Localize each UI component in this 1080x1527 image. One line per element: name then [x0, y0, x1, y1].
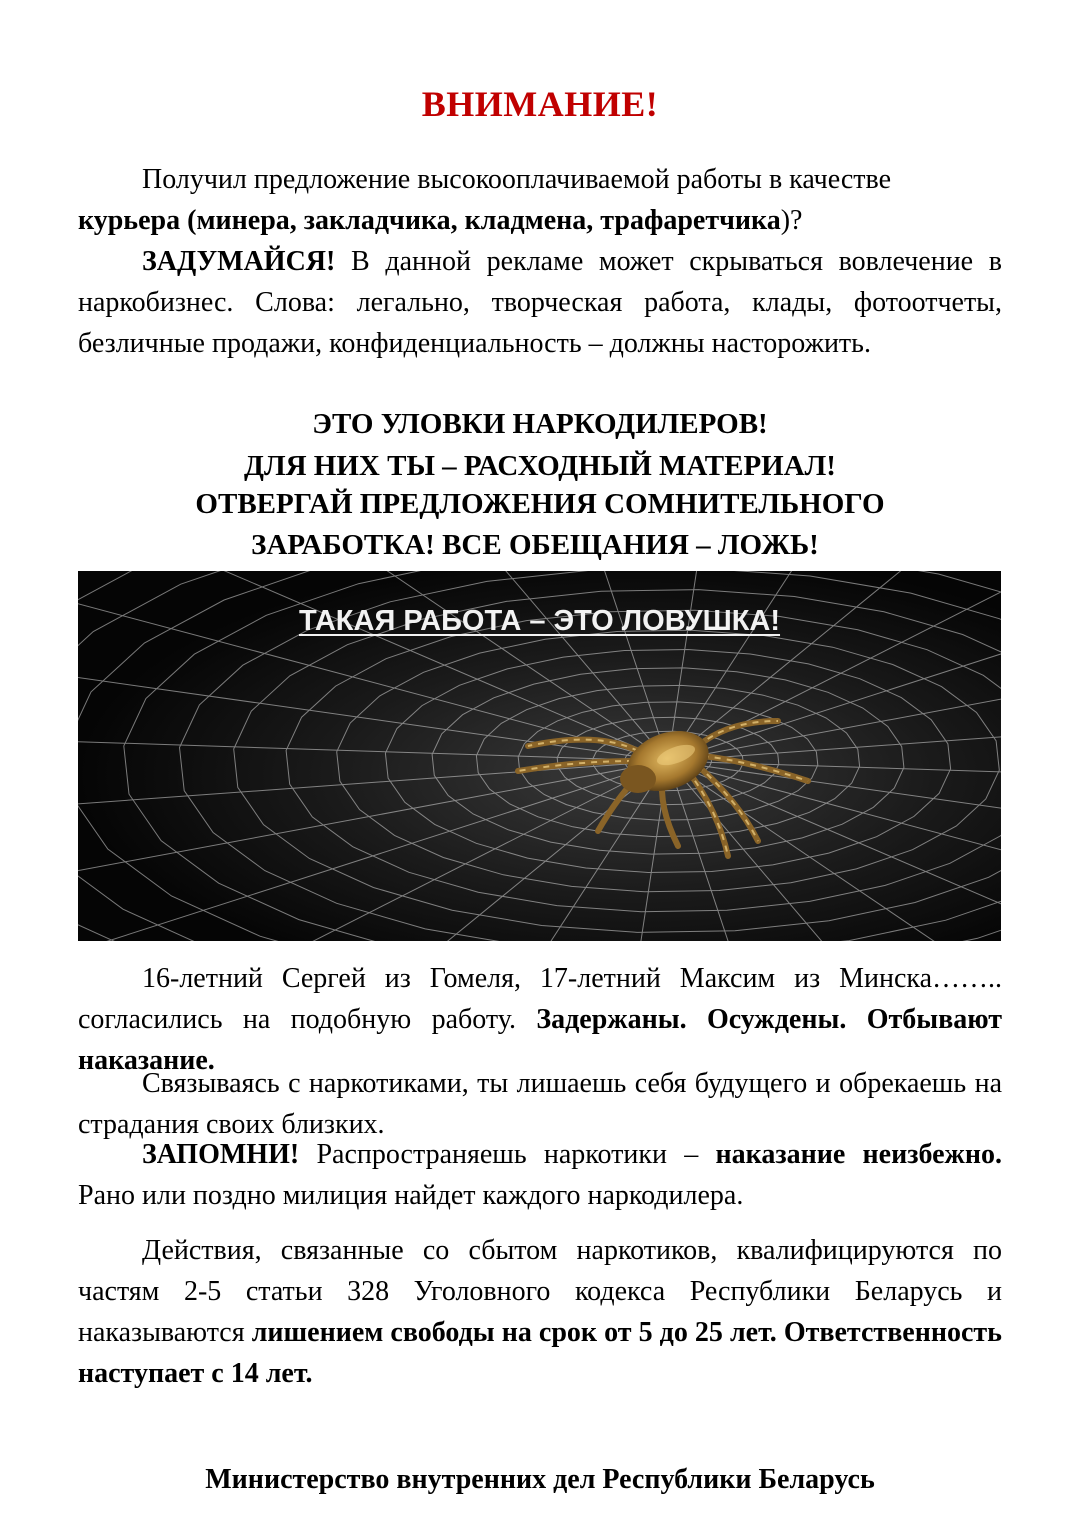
warning-line-2: ДЛЯ НИХ ТЫ – РАСХОДНЫЙ МАТЕРИАЛ!	[244, 450, 836, 482]
remember-penalty: наказание неизбежно.	[715, 1139, 1002, 1170]
remember-text2: Рано или поздно милиция найдет каждого наркодилера.	[78, 1180, 744, 1211]
intro-tail: )?	[780, 205, 803, 236]
intro-courier-terms: курьера (минера, закладчика, кладмена, трафаретчика	[78, 205, 781, 236]
cases-verdict: Задержаны. Осуждены. Отбывают наказание.	[78, 1004, 1002, 1076]
warning-line-4: ЗАРАБОТКА! ВСЕ ОБЕЩАНИЯ – ЛОЖЬ!	[251, 529, 819, 561]
think-paragraph	[78, 241, 1002, 364]
think-text: В данной рекламе может скрываться вовлечение в наркобизнес. Слова: легально, творческая работа, клады, фотоотчеты, безличные продажи, конфиденциальность – должны насторожить.	[78, 246, 1002, 359]
photo-caption: ТАКАЯ РАБОТА – ЭТО ЛОВУШКА!	[298, 605, 781, 637]
warning-line-3: ОТВЕРГАЙ ПРЕДЛОЖЕНИЯ СОМНИТЕЛЬНОГО	[195, 488, 885, 520]
intro-line1: Получил предложение высокооплачиваемой работы в качестве	[142, 164, 892, 195]
law-paragraph	[78, 1230, 1002, 1394]
remember-text1: Распространяешь наркотики –	[299, 1139, 716, 1170]
future-paragraph: Связываясь с наркотиками, ты лишаешь себя будущего и обрекаешь на страдания своих близких.	[78, 1068, 1002, 1140]
think-heading: ЗАДУМАЙСЯ!	[142, 246, 336, 277]
cases-text: 16-летний Сергей из Гомеля, 17-летний Максим из Минска…….. согласились на подобную работу.	[78, 963, 1002, 1035]
warning-line-1: ЭТО УЛОВКИ НАРКОДИЛЕРОВ!	[312, 408, 768, 440]
intro-paragraph	[78, 159, 1002, 241]
law-text: Действия, связанные со сбытом наркотиков, квалифицируются по частям 2-5 статьи 328 Уголовного кодекса Республики Беларусь и наказываются	[78, 1235, 1002, 1348]
spider-web-photo	[78, 571, 1001, 941]
page-title: ВНИМАНИЕ!	[421, 84, 659, 124]
remember-heading: ЗАПОМНИ!	[142, 1139, 300, 1170]
ministry-signature: Министерство внутренних дел Республики Беларусь	[205, 1464, 875, 1495]
law-penalty: лишением свободы на срок от 5 до 25 лет. Ответственность наступает с 14 лет.	[78, 1317, 1002, 1389]
remember-paragraph	[78, 1134, 1002, 1216]
